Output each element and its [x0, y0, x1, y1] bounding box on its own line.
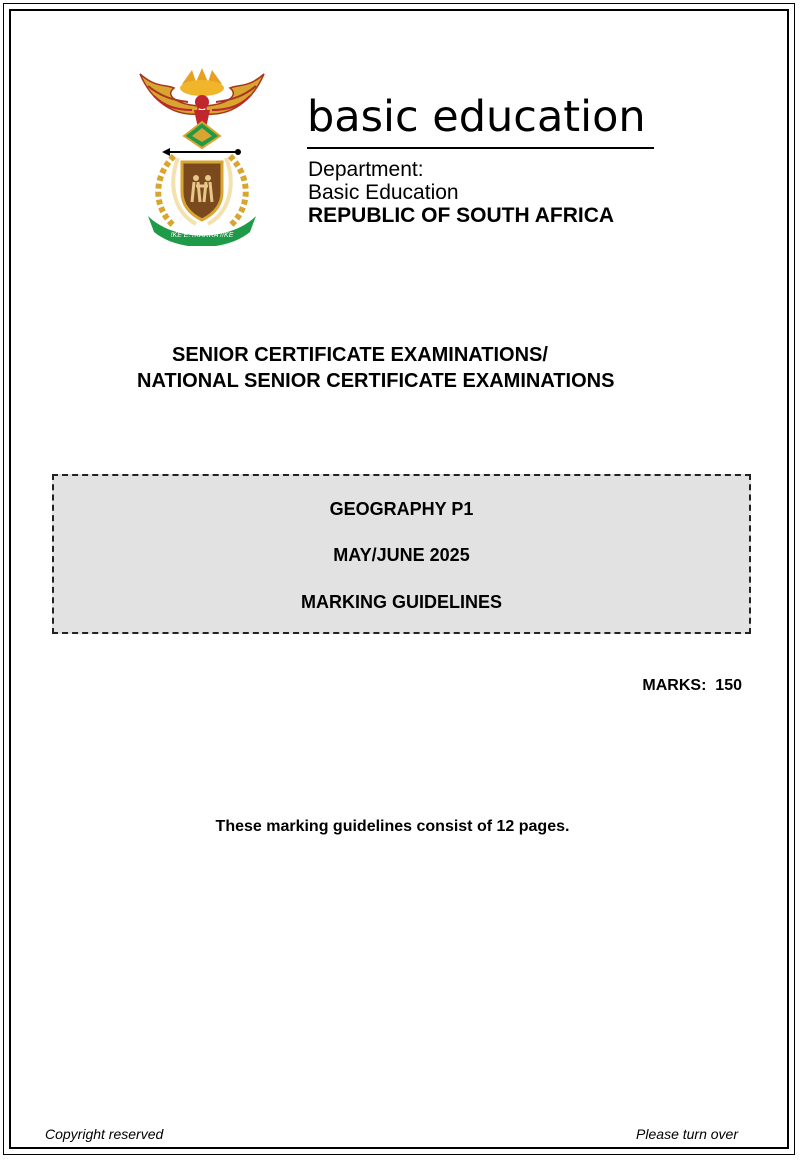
subject-title: GEOGRAPHY P1 [329, 499, 474, 519]
brand-underline [307, 147, 654, 149]
exam-title-line-2: NATIONAL SENIOR CERTIFICATE EXAMINATIONS [137, 370, 615, 392]
document-type: MARKING GUIDELINES [300, 592, 502, 612]
department-label: Department: [308, 158, 424, 181]
subject-box [52, 474, 751, 634]
country-name: REPUBLIC OF SOUTH AFRICA [308, 204, 615, 227]
page-count-note: These marking guidelines consist of 12 pages. [215, 818, 570, 835]
department-name: Basic Education [308, 181, 459, 204]
exam-session: MAY/JUNE 2025 [333, 545, 470, 565]
brand-title: basic education [307, 92, 646, 142]
exam-title-line-1: SENIOR CERTIFICATE EXAMINATIONS/ [172, 344, 548, 366]
coat-of-arms-logo [134, 66, 270, 246]
svg-text:!KE E: /XARRA //KE: !KE E: /XARRA //KE [170, 232, 234, 239]
total-marks: MARKS: 150 [642, 677, 742, 694]
footer-turn-over: Please turn over [636, 1126, 738, 1142]
footer-copyright: Copyright reserved [45, 1126, 164, 1142]
